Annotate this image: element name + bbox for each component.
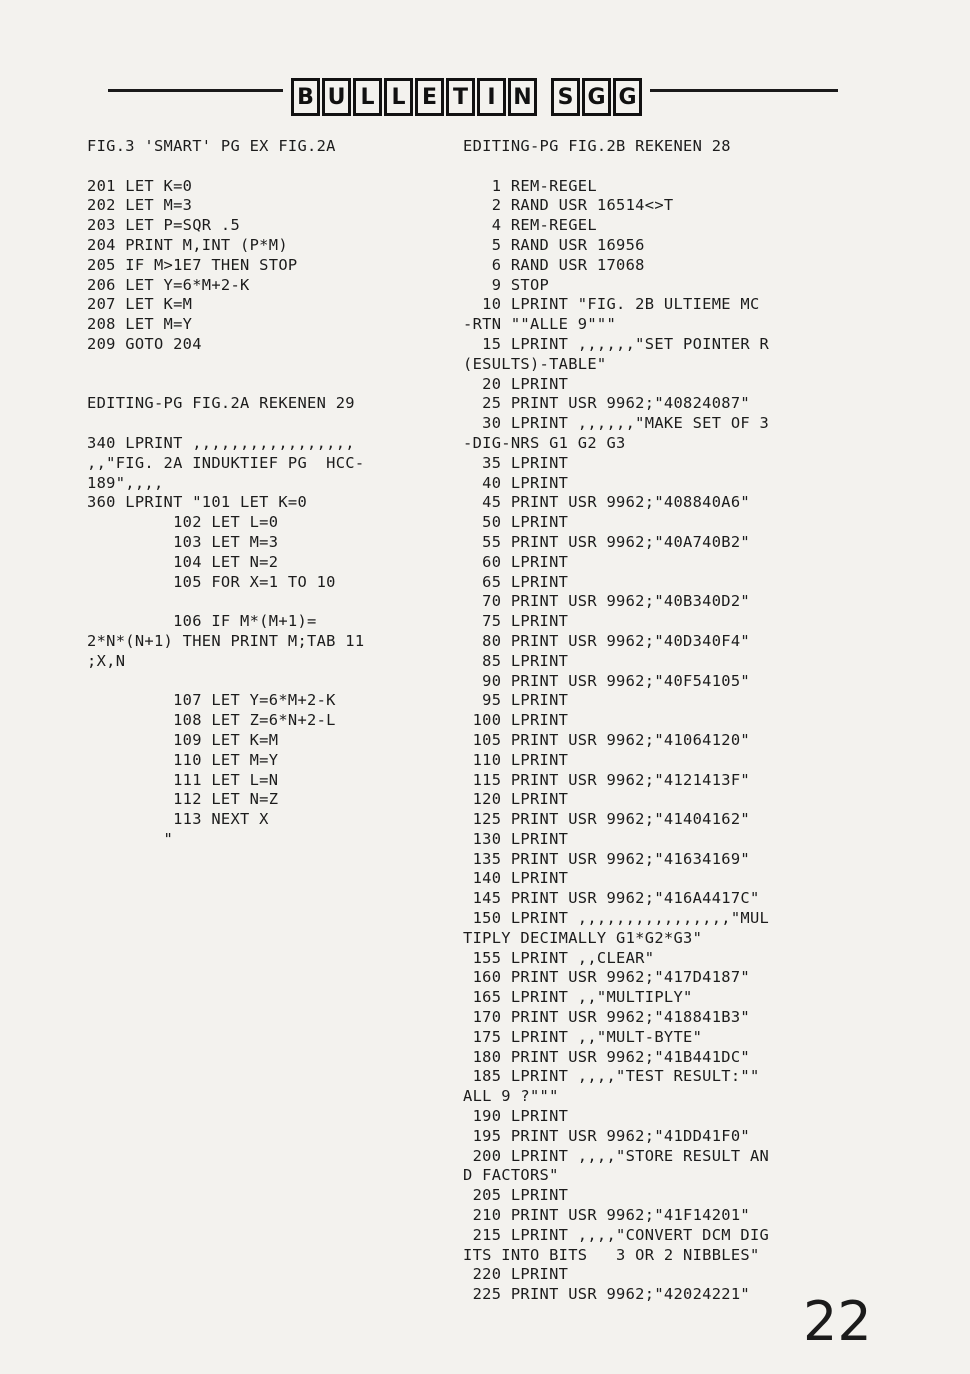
code-line: 30 LPRINT ,,,,,,"MAKE SET OF 3 xyxy=(463,414,770,433)
code-line: 165 LPRINT ,,"MULTIPLY" xyxy=(463,988,693,1007)
code-line: FIG.3 'SMART' PG EX FIG.2A xyxy=(87,137,336,155)
code-line: 220 LPRINT xyxy=(463,1265,569,1284)
code-line: TIPLY DECIMALLY G1*G2*G3" xyxy=(463,928,703,947)
code-line: 190 LPRINT xyxy=(463,1107,569,1126)
code-line: ,,"FIG. 2A INDUKTIEF PG HCC- xyxy=(87,453,365,472)
code-line xyxy=(87,375,364,395)
code-line: EDITING-PG FIG.2A REKENEN 29 xyxy=(87,394,355,413)
code-line: 340 LPRINT ,,,,,,,,,,,,,,,,, xyxy=(87,433,355,452)
code-line: 102 LET L=0 xyxy=(87,513,279,532)
code-line: 6 RAND USR 17068 xyxy=(463,255,645,274)
logo-letter: B xyxy=(291,78,320,116)
code-line: 20 LPRINT xyxy=(463,374,569,393)
code-line: 180 PRINT USR 9962;"41B441DC" xyxy=(463,1047,750,1066)
code-line: 35 LPRINT xyxy=(463,453,569,472)
code-line xyxy=(87,414,364,434)
code-line: 50 LPRINT xyxy=(463,513,569,532)
code-line: ;X,N xyxy=(87,651,126,670)
code-line: 209 GOTO 204 xyxy=(87,334,202,353)
code-line: 70 PRINT USR 9962;"40B340D2" xyxy=(463,592,750,611)
code-line: 90 PRINT USR 9962;"40F54105" xyxy=(463,671,750,690)
code-line: 155 LPRINT ,,CLEAR" xyxy=(463,948,655,967)
code-line: " xyxy=(87,829,174,848)
code-line: 170 PRINT USR 9962;"418841B3" xyxy=(463,1008,750,1027)
code-line: 112 LET N=Z xyxy=(87,790,279,809)
code-line: 215 LPRINT ,,,,"CONVERT DCM DIG xyxy=(463,1225,770,1244)
code-line: 207 LET K=M xyxy=(87,295,193,314)
code-line: 135 PRINT USR 9962;"41634169" xyxy=(463,849,750,868)
code-line xyxy=(87,672,364,692)
logo-letter: S xyxy=(551,78,580,116)
code-line: 104 LET N=2 xyxy=(87,552,279,571)
code-line: (ESULTS)-TABLE" xyxy=(463,354,607,373)
code-line: 202 LET M=3 xyxy=(87,196,193,215)
code-line: 75 LPRINT xyxy=(463,612,569,631)
code-line: 107 LET Y=6*M+2-K xyxy=(87,691,336,710)
code-line: 203 LET P=SQR .5 xyxy=(87,216,241,235)
code-line: 145 PRINT USR 9962;"416A4417C" xyxy=(463,889,760,908)
code-line: 5 RAND USR 16956 xyxy=(463,235,645,254)
code-line xyxy=(87,355,364,375)
code-line: -DIG-NRS G1 G2 G3 xyxy=(463,433,626,452)
logo-letter: N xyxy=(508,78,537,116)
code-line: 65 LPRINT xyxy=(463,572,569,591)
logo-gap xyxy=(539,78,549,120)
left-column-listing xyxy=(87,137,364,850)
code-line: 204 PRINT M,INT (P*M) xyxy=(87,235,288,254)
code-line: EDITING-PG FIG.2B REKENEN 28 xyxy=(463,137,731,155)
code-line: 108 LET Z=6*N+2-L xyxy=(87,711,336,730)
code-line: 55 PRINT USR 9962;"40A740B2" xyxy=(463,532,750,551)
code-line: 195 PRINT USR 9962;"41DD41F0" xyxy=(463,1126,750,1145)
code-line: 10 LPRINT "FIG. 2B ULTIEME MC xyxy=(463,295,760,314)
code-line: 106 IF M*(M+1)= xyxy=(87,612,317,631)
code-line: 208 LET M=Y xyxy=(87,315,193,334)
code-line: 200 LPRINT ,,,,"STORE RESULT AN xyxy=(463,1146,770,1165)
logo-letter: I xyxy=(477,78,506,116)
code-line: 1 REM-REGEL xyxy=(463,176,597,195)
logo-letter: L xyxy=(384,78,413,116)
code-line xyxy=(87,157,364,177)
code-line: 160 PRINT USR 9962;"417D4187" xyxy=(463,968,750,987)
code-line: 100 LPRINT xyxy=(463,711,569,730)
logo-letter: G xyxy=(582,78,611,116)
code-line: 130 LPRINT xyxy=(463,829,569,848)
right-column-listing xyxy=(463,137,769,1305)
code-line: 109 LET K=M xyxy=(87,730,279,749)
code-line xyxy=(463,157,769,177)
code-line: 111 LET L=N xyxy=(87,770,279,789)
logo-letter: E xyxy=(415,78,444,116)
page-number: 22 xyxy=(803,1290,872,1353)
code-line: -RTN ""ALLE 9""" xyxy=(463,315,617,334)
code-line: 205 IF M>1E7 THEN STOP xyxy=(87,255,298,274)
code-line: 110 LET M=Y xyxy=(87,750,279,769)
code-line: 85 LPRINT xyxy=(463,651,569,670)
code-line: 205 LPRINT xyxy=(463,1186,569,1205)
code-line: 103 LET M=3 xyxy=(87,532,279,551)
code-line: 175 LPRINT ,,"MULT-BYTE" xyxy=(463,1027,703,1046)
code-line: 140 LPRINT xyxy=(463,869,569,888)
logo-letter: L xyxy=(353,78,382,116)
code-line: 113 NEXT X xyxy=(87,810,269,829)
code-line: 206 LET Y=6*M+2-K xyxy=(87,275,250,294)
logo-letter: G xyxy=(613,78,642,116)
code-line: 110 LPRINT xyxy=(463,750,569,769)
code-line: 189",,,, xyxy=(87,473,164,492)
code-line: 105 PRINT USR 9962;"41064120" xyxy=(463,730,750,749)
code-line: D FACTORS" xyxy=(463,1166,559,1185)
code-line: 120 LPRINT xyxy=(463,790,569,809)
code-line: 2*N*(N+1) THEN PRINT M;TAB 11 xyxy=(87,631,365,650)
code-line: 185 LPRINT ,,,,"TEST RESULT:"" xyxy=(463,1067,760,1086)
code-line: 40 LPRINT xyxy=(463,473,569,492)
code-line: ALL 9 ?""" xyxy=(463,1087,559,1106)
code-line: 201 LET K=0 xyxy=(87,176,193,195)
code-line: 105 FOR X=1 TO 10 xyxy=(87,572,336,591)
code-line: 25 PRINT USR 9962;"40824087" xyxy=(463,394,750,413)
code-line: ITS INTO BITS 3 OR 2 NIBBLES" xyxy=(463,1245,760,1264)
code-line: 2 RAND USR 16514<>T xyxy=(463,196,674,215)
code-line: 360 LPRINT "101 LET K=0 xyxy=(87,493,308,512)
code-line: 210 PRINT USR 9962;"41F14201" xyxy=(463,1206,750,1225)
code-line: 15 LPRINT ,,,,,,"SET POINTER R xyxy=(463,334,770,353)
code-line: 225 PRINT USR 9962;"42024221" xyxy=(463,1285,750,1304)
code-line: 45 PRINT USR 9962;"408840A6" xyxy=(463,493,750,512)
code-line: 80 PRINT USR 9962;"40D340F4" xyxy=(463,631,750,650)
code-line: 150 LPRINT ,,,,,,,,,,,,,,,,"MUL xyxy=(463,909,770,928)
code-line: 4 REM-REGEL xyxy=(463,216,597,235)
bulletin-sgg-logo xyxy=(283,78,650,120)
logo-letter: T xyxy=(446,78,475,116)
logo-letter: U xyxy=(322,78,351,116)
code-line: 95 LPRINT xyxy=(463,691,569,710)
code-line xyxy=(87,592,364,612)
code-line: 60 LPRINT xyxy=(463,552,569,571)
code-line: 9 STOP xyxy=(463,275,550,294)
code-line: 115 PRINT USR 9962;"4121413F" xyxy=(463,770,750,789)
code-line: 125 PRINT USR 9962;"41404162" xyxy=(463,810,750,829)
